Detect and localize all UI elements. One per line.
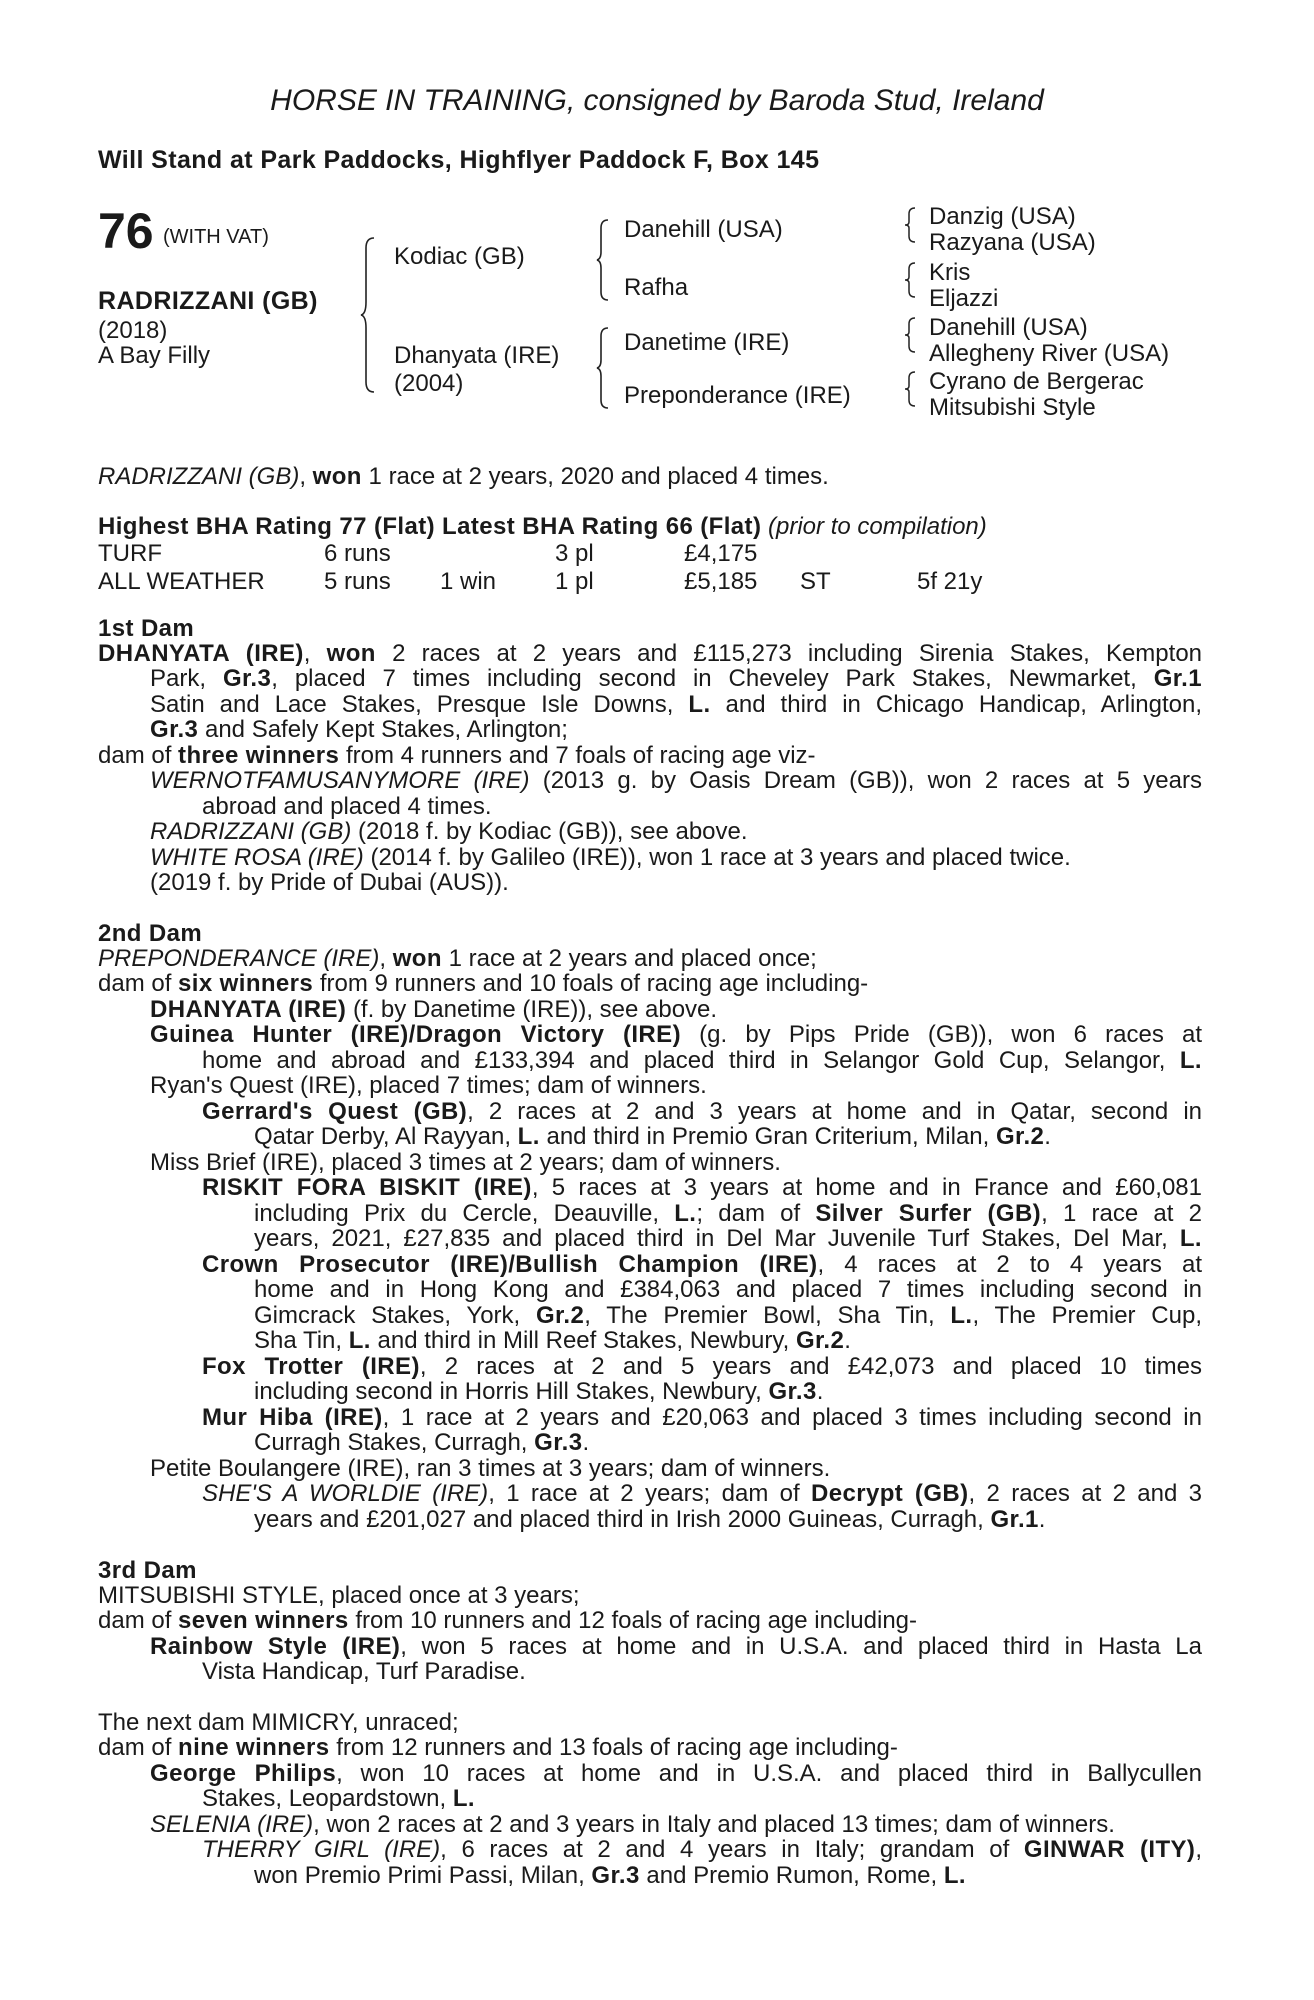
- dam1-line: DHANYATA (IRE), won 2 races at 2 years and £115,273 including Sirenia Stakes, Kempton: [98, 640, 1203, 667]
- dam3-line: dam of seven winners from 10 runners and 12 foals of racing age including-: [98, 1607, 918, 1634]
- pedigree-sire-sire: Danehill (USA): [624, 216, 783, 243]
- dam2-line: Sha Tin, L. and third in Mill Reef Stakes, Newbury, Gr.2.: [254, 1327, 851, 1354]
- dam2-line: home and in Hong Kong and £384,063 and placed 7 times including second in: [254, 1276, 1202, 1303]
- dam2-line: Ryan's Quest (IRE), placed 7 times; dam of winners.: [150, 1072, 707, 1099]
- dam2-line: including second in Horris Hill Stakes, Newbury, Gr.3.: [254, 1378, 824, 1405]
- pedigree-sire-dam: Rafha: [624, 274, 689, 301]
- pedigree-dds: Cyrano de Bergerac: [929, 368, 1144, 395]
- dam1-line: Satin and Lace Stakes, Presque Isle Downs, L. and third in Chicago Handicap, Arlington,: [150, 691, 1203, 718]
- pedigree-dam: Dhanyata (IRE): [394, 342, 560, 369]
- dam4-line: The next dam MIMICRY, unraced;: [98, 1709, 459, 1736]
- dam4-line: dam of nine winners from 12 runners and 13 foals of racing age including-: [98, 1734, 898, 1761]
- dam3-line: Vista Handicap, Turf Paradise.: [202, 1658, 526, 1685]
- dam1-progeny: WERNOTFAMUSANYMORE (IRE) (2013 g. by Oasis Dream (GB)), won 2 races at 5 years: [150, 767, 1202, 794]
- section-heading-3rd-dam: 3rd Dam: [98, 1557, 197, 1584]
- pedigree-brace-2: [596, 218, 612, 302]
- table-row: ALL WEATHER 5 runs 1 win 1 pl £5,185 ST 5f 21y: [98, 568, 983, 595]
- dam2-line: including Prix du Cercle, Deauville, L.; dam of Silver Surfer (GB), 1 race at 2: [254, 1200, 1202, 1227]
- dam2-line: Gerrard's Quest (GB), 2 races at 2 and 3 years at home and in Qatar, second in: [202, 1098, 1202, 1125]
- race-record-table: [98, 540, 982, 596]
- pedigree-sds: Kris: [929, 259, 971, 286]
- dam2-line: Crown Prosecutor (IRE)/Bullish Champion (IRE), 4 races at 2 to 4 years at: [202, 1251, 1202, 1278]
- pedigree-brace-3: [596, 326, 612, 410]
- dam2-line: years and £201,027 and placed third in Irish 2000 Guineas, Curragh, Gr.1.: [254, 1506, 1046, 1533]
- dam2-line: Qatar Derby, Al Rayyan, L. and third in Premio Gran Criterium, Milan, Gr.2.: [254, 1123, 1051, 1150]
- dam1-line: dam of three winners from 4 runners and 7 foals of racing age viz-: [98, 742, 816, 769]
- horse-name: RADRIZZANI (GB): [98, 287, 318, 315]
- pedigree-dam-year: (2004): [394, 370, 464, 397]
- dam1-line: Park, Gr.3, placed 7 times including second in Cheveley Park Stakes, Newmarket, Gr.1: [150, 665, 1203, 692]
- dam2-line: DHANYATA (IRE) (f. by Danetime (IRE)), see above.: [150, 996, 718, 1023]
- pedigree-dam-dam: Preponderance (IRE): [624, 382, 851, 409]
- pedigree-sire: Kodiac (GB): [394, 243, 525, 270]
- dam4-line: Stakes, Leopardstown, L.: [202, 1785, 475, 1812]
- dam2-line: Fox Trotter (IRE), 2 races at 2 and 5 years and £42,073 and placed 10 times: [202, 1353, 1202, 1380]
- dam4-line: won Premio Primi Passi, Milan, Gr.3 and Premio Rumon, Rome, L.: [254, 1862, 967, 1889]
- dam2-line: Mur Hiba (IRE), 1 race at 2 years and £20,063 and placed 3 times including second in: [202, 1404, 1202, 1431]
- dam3-line: Rainbow Style (IRE), won 5 races at home and in U.S.A. and placed third in Hasta La: [150, 1633, 1202, 1660]
- dam2-line: years, 2021, £27,835 and placed third in Del Mar Juvenile Turf Stakes, Del Mar, L.: [254, 1225, 1203, 1252]
- pedigree-brace-1: [360, 236, 380, 394]
- pedigree-dsd: Allegheny River (USA): [929, 340, 1170, 367]
- dam2-line: Guinea Hunter (IRE)/Dragon Victory (IRE) (g. by Pips Pride (GB)), won 6 races at: [150, 1021, 1203, 1048]
- pedigree-brace-4: [904, 206, 918, 244]
- pedigree-ssd: Razyana (USA): [929, 229, 1096, 256]
- pedigree-sss: Danzig (USA): [929, 203, 1076, 230]
- dam2-line: Curragh Stakes, Curragh, Gr.3.: [254, 1429, 590, 1456]
- dam4-line: THERRY GIRL (IRE), 6 races at 2 and 4 years in Italy; grandam of GINWAR (ITY),: [202, 1836, 1202, 1863]
- race-summary: RADRIZZANI (GB), won 1 race at 2 years, 2020 and placed 4 times.: [98, 463, 829, 490]
- dam1-progeny: abroad and placed 4 times.: [202, 793, 492, 820]
- dam2-line: PREPONDERANCE (IRE), won 1 race at 2 years and placed once;: [98, 945, 817, 972]
- dam2-line: RISKIT FORA BISKIT (IRE), 5 races at 3 years at home and in France and £60,081: [202, 1174, 1202, 1201]
- pedigree-ddd: Mitsubishi Style: [929, 394, 1096, 421]
- dam4-line: SELENIA (IRE), won 2 races at 2 and 3 years in Italy and placed 13 times; dam of winners.: [150, 1811, 1115, 1838]
- pedigree-brace-7: [904, 370, 918, 408]
- section-heading-2nd-dam: 2nd Dam: [98, 920, 203, 947]
- pedigree-dam-sire: Danetime (IRE): [624, 329, 790, 356]
- ratings-line: Highest BHA Rating 77 (Flat) Latest BHA Rating 66 (Flat) (prior to compilation): [98, 513, 987, 540]
- dam1-progeny: (2019 f. by Pride of Dubai (AUS)).: [150, 869, 509, 896]
- pedigree-sdd: Eljazzi: [929, 285, 999, 312]
- table-row: TURF 6 runs 3 pl £4,175: [98, 540, 758, 567]
- dam2-line: Petite Boulangere (IRE), ran 3 times at 3 years; dam of winners.: [150, 1455, 831, 1482]
- dam2-line: home and abroad and £133,394 and placed third in Selangor Gold Cup, Selangor, L.: [202, 1047, 1202, 1074]
- pedigree-brace-5: [904, 261, 918, 299]
- dam3-line: MITSUBISHI STYLE, placed once at 3 years;: [98, 1582, 580, 1609]
- dam2-line: Miss Brief (IRE), placed 3 times at 2 years; dam of winners.: [150, 1149, 781, 1176]
- page-title: HORSE IN TRAINING, consigned by Baroda Stud, Ireland: [270, 84, 1044, 117]
- dam2-line: dam of six winners from 9 runners and 10 foals of racing age including-: [98, 970, 869, 997]
- dam1-line: Gr.3 and Safely Kept Stakes, Arlington;: [150, 716, 568, 743]
- pedigree-brace-6: [904, 316, 918, 354]
- horse-description: A Bay Filly: [98, 342, 211, 369]
- stand-location: Will Stand at Park Paddocks, Highflyer Paddock F, Box 145: [98, 146, 820, 174]
- pedigree-dss: Danehill (USA): [929, 314, 1088, 341]
- section-heading-1st-dam: 1st Dam: [98, 615, 195, 642]
- lot-vat: (WITH VAT): [163, 226, 269, 248]
- dam2-line: SHE'S A WORLDIE (IRE), 1 race at 2 years; dam of Decrypt (GB), 2 races at 2 and 3: [202, 1480, 1203, 1507]
- lot-number: 76: [98, 203, 154, 259]
- horse-year: (2018): [98, 317, 168, 344]
- dam1-progeny: RADRIZZANI (GB) (2018 f. by Kodiac (GB)), see above.: [150, 818, 748, 845]
- dam1-progeny: WHITE ROSA (IRE) (2014 f. by Galileo (IRE)), won 1 race at 3 years and placed twice.: [150, 844, 1071, 871]
- dam4-line: George Philips, won 10 races at home and in U.S.A. and placed third in Ballycullen: [150, 1760, 1202, 1787]
- dam2-line: Gimcrack Stakes, York, Gr.2, The Premier Bowl, Sha Tin, L., The Premier Cup,: [254, 1302, 1202, 1329]
